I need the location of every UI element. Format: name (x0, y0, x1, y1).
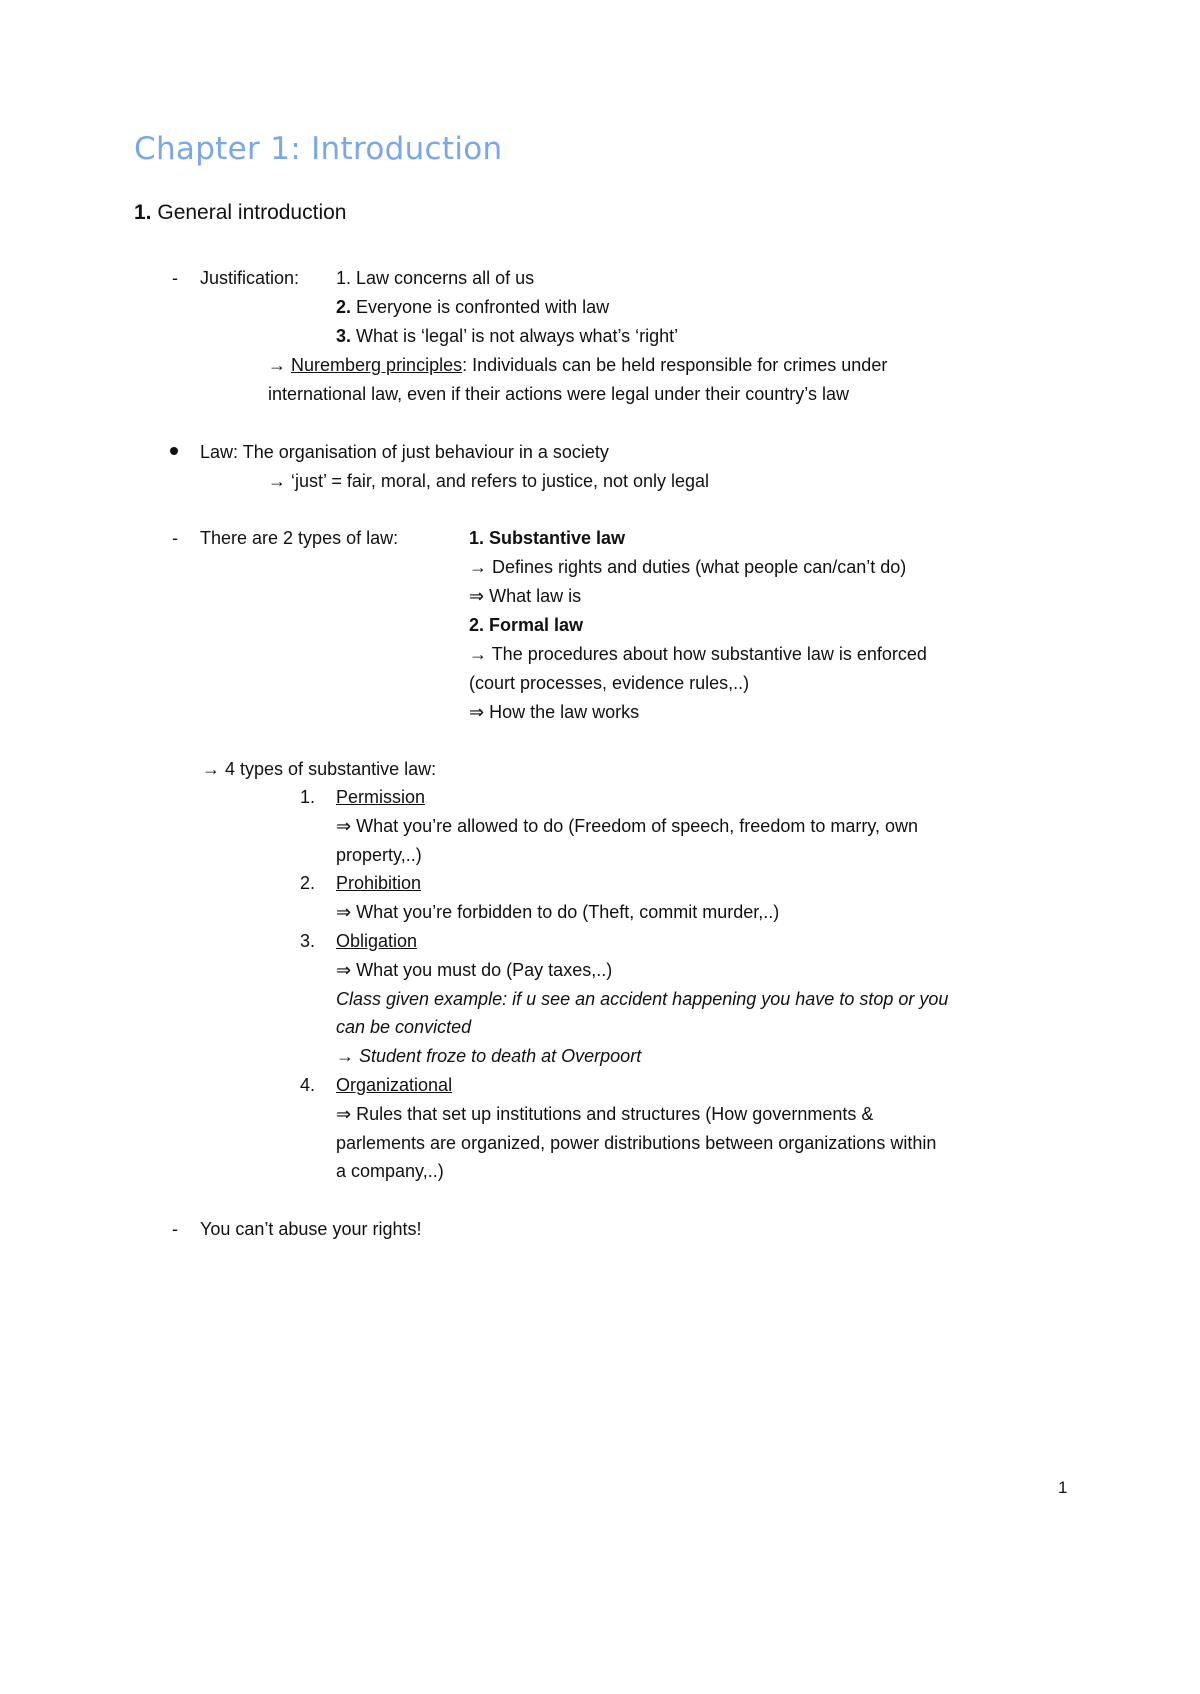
organizational-description-3: a company,..) (336, 1161, 444, 1181)
arrow-icon: → (469, 644, 487, 664)
section-title: General introduction (157, 201, 347, 224)
organizational-description: ⇒ Rules that set up institutions and structures (How governments & (336, 1104, 874, 1124)
formal-law-definition-2: (court processes, evidence rules,..) (469, 673, 750, 693)
obligation-term: Obligation (336, 931, 418, 951)
section-heading (134, 200, 346, 226)
list-number: 2. (300, 873, 316, 893)
double-arrow-icon: ⇒ (336, 902, 352, 922)
chapter-title: Chapter 1: Introduction (134, 131, 503, 167)
double-arrow-icon: ⇒ (336, 960, 352, 980)
law-definition: Law: The organisation of just behaviour in a society (200, 442, 609, 462)
substantive-types-heading: → 4 types of substantive law: (202, 759, 437, 779)
just-note: → ‘just’ = fair, moral, and refers to justice, not only legal (268, 471, 710, 491)
obligation-example-2: can be convicted (336, 1017, 472, 1037)
dash-bullet: - (172, 268, 178, 288)
arrow-icon: → (469, 557, 487, 577)
double-arrow-icon: ⇒ (469, 586, 485, 606)
permission-description-2: property,..) (336, 845, 422, 865)
arrow-icon: → (268, 471, 286, 491)
substantive-law-heading: 1. Substantive law (469, 528, 626, 548)
closing-statement: You can’t abuse your rights! (200, 1219, 422, 1239)
prohibition-term: Prohibition (336, 873, 422, 893)
permission-term: Permission (336, 787, 426, 807)
permission-description: ⇒ What you’re allowed to do (Freedom of speech, freedom to marry, own (336, 816, 919, 836)
nuremberg-line-2: international law, even if their actions were legal under their country’s law (268, 384, 849, 404)
arrow-icon: → (336, 1046, 354, 1066)
obligation-description: ⇒ What you must do (Pay taxes,..) (336, 960, 613, 980)
nuremberg-principles-term: Nuremberg principles (291, 355, 463, 375)
nuremberg-line: → Nuremberg principles: Individuals can be held responsible for crimes under (268, 355, 888, 375)
dash-bullet: - (172, 528, 178, 548)
formal-law-heading: 2. Formal law (469, 615, 584, 635)
list-number: 3. (300, 931, 316, 951)
justification-item-2: 2. Everyone is confronted with law (336, 297, 610, 317)
justification-item-3: 3. What is ‘legal’ is not always what’s ‘right’ (336, 326, 679, 346)
list-number: 1. (300, 787, 316, 807)
obligation-example-3: → Student froze to death at Overpoort (336, 1046, 642, 1066)
justification-label: Justification: (200, 268, 300, 288)
obligation-example: Class given example: if u see an accident happening you have to stop or you (336, 989, 949, 1009)
section-number: 1. (134, 201, 152, 224)
organizational-term: Organizational (336, 1075, 453, 1095)
substantive-law-definition: → Defines rights and duties (what people can/can’t do) (469, 557, 907, 577)
double-arrow-icon: ⇒ (469, 702, 485, 722)
types-label: There are 2 types of law: (200, 528, 399, 548)
double-arrow-icon: ⇒ (336, 1104, 352, 1124)
formal-law-definition: → The procedures about how substantive law is enforced (469, 644, 927, 664)
formal-law-summary: ⇒ How the law works (469, 702, 640, 722)
double-arrow-icon: ⇒ (336, 816, 352, 836)
list-number: 4. (300, 1075, 316, 1095)
page-number: 1 (1058, 1478, 1068, 1497)
substantive-law-summary: ⇒ What law is (469, 586, 582, 606)
arrow-icon: → (268, 355, 286, 375)
round-bullet-icon (170, 447, 178, 455)
justification-item-1: 1. Law concerns all of us (336, 268, 535, 288)
arrow-icon: → (202, 759, 220, 779)
organizational-description-2: parlements are organized, power distributions between organizations within (336, 1133, 937, 1153)
dash-bullet: - (172, 1219, 178, 1239)
prohibition-description: ⇒ What you’re forbidden to do (Theft, commit murder,..) (336, 902, 780, 922)
